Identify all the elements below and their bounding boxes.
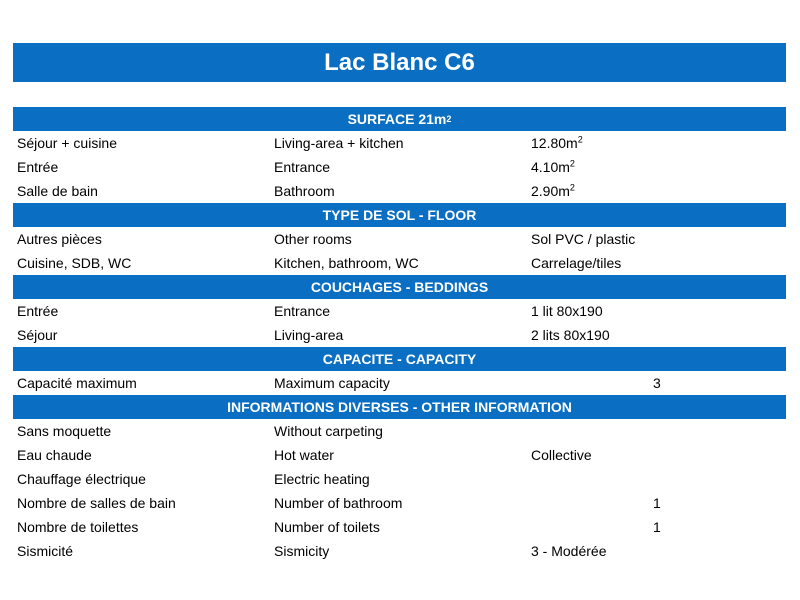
cell-en: Sismicity bbox=[274, 543, 330, 559]
table-row bbox=[13, 443, 786, 467]
section-header-surface: SURFACE 21m 2 bbox=[13, 107, 786, 131]
cell-en: Electric heating bbox=[274, 471, 370, 487]
page-title bbox=[13, 43, 786, 82]
cell-value-sup: 2 bbox=[569, 182, 575, 193]
cell-en: Entrance bbox=[274, 159, 331, 175]
section-header-capacity bbox=[13, 347, 786, 371]
cell-fr: Autres pièces bbox=[17, 231, 102, 247]
section-header-floor bbox=[13, 203, 786, 227]
cell-fr: Nombre de salles de bain bbox=[17, 495, 176, 511]
cell-en: Living-area bbox=[274, 327, 344, 343]
cell-en: Entrance bbox=[274, 303, 331, 319]
cell-value-sup: 2 bbox=[569, 158, 575, 169]
cell-fr: Entrée bbox=[17, 303, 59, 319]
table-row bbox=[13, 299, 786, 323]
section-header-info bbox=[13, 395, 786, 419]
cell-fr: Sismicité bbox=[17, 543, 74, 559]
table-row bbox=[13, 323, 786, 347]
cell-value-sup: 2 bbox=[577, 134, 583, 145]
cell-en: Kitchen, bathroom, WC bbox=[274, 255, 419, 271]
table-row bbox=[13, 131, 786, 155]
cell-fr: Chauffage électrique bbox=[17, 471, 146, 487]
cell-value: 2 lits 80x190 bbox=[531, 327, 610, 343]
cell-fr: Eau chaude bbox=[17, 447, 92, 463]
cell-fr: Sans moquette bbox=[17, 423, 112, 439]
floor-header-text: TYPE DE SOL - FLOOR bbox=[322, 207, 477, 223]
beddings-header-text: COUCHAGES - BEDDINGS bbox=[310, 279, 489, 295]
table-row bbox=[13, 371, 786, 395]
cell-en: Maximum capacity bbox=[274, 375, 390, 391]
cell-value: 3 - Modérée bbox=[531, 543, 607, 559]
capacity-header-text: CAPACITE - CAPACITY bbox=[322, 351, 477, 367]
info-table bbox=[13, 107, 786, 563]
table-row bbox=[13, 179, 786, 203]
cell-number: 1 bbox=[653, 519, 661, 535]
cell-number: 1 bbox=[653, 495, 661, 511]
cell-value bbox=[531, 183, 575, 199]
cell-value: Carrelage/tiles bbox=[531, 255, 622, 271]
cell-value-text: 12.80m bbox=[531, 135, 578, 151]
cell-value: Sol PVC / plastic bbox=[531, 231, 636, 247]
table-row bbox=[13, 227, 786, 251]
cell-en: Hot water bbox=[274, 447, 334, 463]
table-row bbox=[13, 515, 786, 539]
table-row bbox=[13, 155, 786, 179]
section-header-beddings bbox=[13, 275, 786, 299]
table-row bbox=[13, 467, 786, 491]
cell-fr: Séjour + cuisine bbox=[17, 135, 118, 151]
cell-value bbox=[531, 159, 575, 175]
table-row bbox=[13, 251, 786, 275]
cell-en: Other rooms bbox=[274, 231, 352, 247]
cell-value: 1 lit 80x190 bbox=[531, 303, 603, 319]
table-row bbox=[13, 419, 786, 443]
surface-header-text: SURFACE 21m bbox=[347, 111, 447, 127]
cell-value-text: 4.10m bbox=[531, 159, 570, 175]
cell-value: Collective bbox=[531, 447, 592, 463]
cell-fr: Salle de bain bbox=[17, 183, 98, 199]
table-row bbox=[13, 491, 786, 515]
cell-value bbox=[531, 135, 583, 151]
cell-fr: Entrée bbox=[17, 159, 59, 175]
table-row bbox=[13, 539, 786, 563]
cell-en: Without carpeting bbox=[274, 423, 383, 439]
cell-en: Number of bathroom bbox=[274, 495, 403, 511]
cell-value-text: 2.90m bbox=[531, 183, 570, 199]
cell-en: Number of toilets bbox=[274, 519, 380, 535]
cell-en: Bathroom bbox=[274, 183, 335, 199]
cell-fr: Cuisine, SDB, WC bbox=[17, 255, 132, 271]
page-title-text: Lac Blanc C6 bbox=[324, 48, 475, 76]
cell-fr: Nombre de toilettes bbox=[17, 519, 139, 535]
info-header-text: INFORMATIONS DIVERSES - OTHER INFORMATION bbox=[227, 399, 572, 415]
cell-number: 3 bbox=[653, 375, 661, 391]
cell-en: Living-area + kitchen bbox=[274, 135, 404, 151]
cell-fr: Capacité maximum bbox=[17, 375, 137, 391]
cell-fr: Séjour bbox=[17, 327, 58, 343]
